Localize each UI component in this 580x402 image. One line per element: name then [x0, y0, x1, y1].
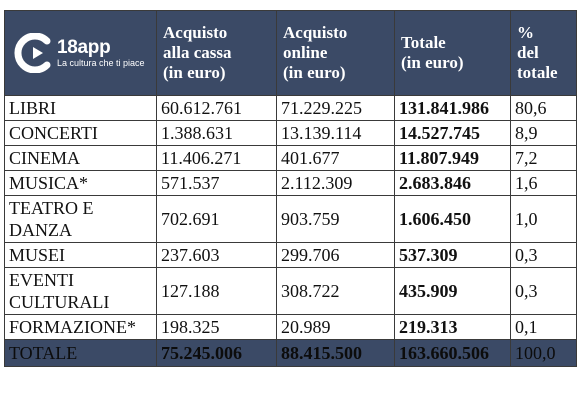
row-label-line: TEATRO E — [9, 198, 94, 218]
row-label: CINEMA — [5, 146, 157, 171]
cell-percent: 80,6 — [511, 96, 577, 121]
cell-percent: 0,1 — [511, 315, 577, 340]
row-label — [5, 268, 157, 315]
cell-online: 71.229.225 — [277, 96, 395, 121]
table-row — [5, 96, 577, 121]
column-header-cassa — [157, 11, 277, 96]
18app-logo-icon — [13, 33, 53, 73]
cell-online: 20.989 — [277, 315, 395, 340]
cell-cassa: 571.537 — [157, 171, 277, 196]
header-line: totale — [517, 63, 558, 82]
column-header-totale — [395, 11, 511, 96]
cell-online: 2.112.309 — [277, 171, 395, 196]
header-line: alla cassa — [163, 43, 232, 62]
cell-cassa: 702.691 — [157, 196, 277, 243]
cell-percent: 0,3 — [511, 268, 577, 315]
cell-totale: 14.527.745 — [395, 121, 511, 146]
table-row — [5, 171, 577, 196]
cell-percent: 7,2 — [511, 146, 577, 171]
cell-cassa: 1.388.631 — [157, 121, 277, 146]
cell-totale: 219.313 — [395, 315, 511, 340]
row-label-line: DANZA — [9, 220, 72, 240]
header-line: online — [283, 43, 328, 62]
header-line: % — [517, 23, 534, 42]
cell-online: 299.706 — [277, 243, 395, 268]
header-line: (in euro) — [283, 63, 346, 82]
header-line: del — [517, 43, 539, 62]
header-line: Acquisto — [283, 23, 348, 42]
header-row — [5, 11, 577, 96]
logo-cell — [5, 11, 157, 96]
row-label: LIBRI — [5, 96, 157, 121]
row-label: CONCERTI — [5, 121, 157, 146]
spending-table — [4, 10, 577, 367]
total-label: TOTALE — [5, 340, 157, 367]
row-label: FORMAZIONE* — [5, 315, 157, 340]
column-header-online — [277, 11, 395, 96]
total-totale: 163.660.506 — [395, 340, 511, 367]
table-row — [5, 146, 577, 171]
logo-name: 18app — [57, 37, 111, 58]
row-label-line: CULTURALI — [9, 292, 110, 312]
total-percent: 100,0 — [511, 340, 577, 367]
cell-online: 903.759 — [277, 196, 395, 243]
cell-online: 13.139.114 — [277, 121, 395, 146]
cell-cassa: 198.325 — [157, 315, 277, 340]
cell-percent: 1,0 — [511, 196, 577, 243]
cell-percent: 8,9 — [511, 121, 577, 146]
cell-cassa: 237.603 — [157, 243, 277, 268]
cell-totale: 435.909 — [395, 268, 511, 315]
table-row — [5, 196, 577, 243]
logo-tagline: La cultura che ti piace — [57, 58, 145, 68]
total-online: 88.415.500 — [277, 340, 395, 367]
row-label: MUSEI — [5, 243, 157, 268]
cell-totale: 11.807.949 — [395, 146, 511, 171]
cell-percent: 1,6 — [511, 171, 577, 196]
cell-cassa: 60.612.761 — [157, 96, 277, 121]
row-label — [5, 196, 157, 243]
table-row — [5, 243, 577, 268]
cell-percent: 0,3 — [511, 243, 577, 268]
cell-cassa: 11.406.271 — [157, 146, 277, 171]
app-logo — [13, 33, 148, 73]
table-row — [5, 315, 577, 340]
row-label-line: EVENTI — [9, 270, 74, 290]
header-line: (in euro) — [401, 53, 464, 72]
cell-cassa: 127.188 — [157, 268, 277, 315]
table-row — [5, 121, 577, 146]
row-label: MUSICA* — [5, 171, 157, 196]
cell-totale: 537.309 — [395, 243, 511, 268]
table-row — [5, 268, 577, 315]
cell-totale: 2.683.846 — [395, 171, 511, 196]
total-cassa: 75.245.006 — [157, 340, 277, 367]
cell-totale: 131.841.986 — [395, 96, 511, 121]
spending-table-container — [4, 10, 576, 367]
cell-online: 308.722 — [277, 268, 395, 315]
header-line: Acquisto — [163, 23, 228, 42]
column-header-percent — [511, 11, 577, 96]
cell-online: 401.677 — [277, 146, 395, 171]
header-line: Totale — [401, 33, 446, 52]
header-line: (in euro) — [163, 63, 226, 82]
total-row — [5, 340, 577, 367]
cell-totale: 1.606.450 — [395, 196, 511, 243]
